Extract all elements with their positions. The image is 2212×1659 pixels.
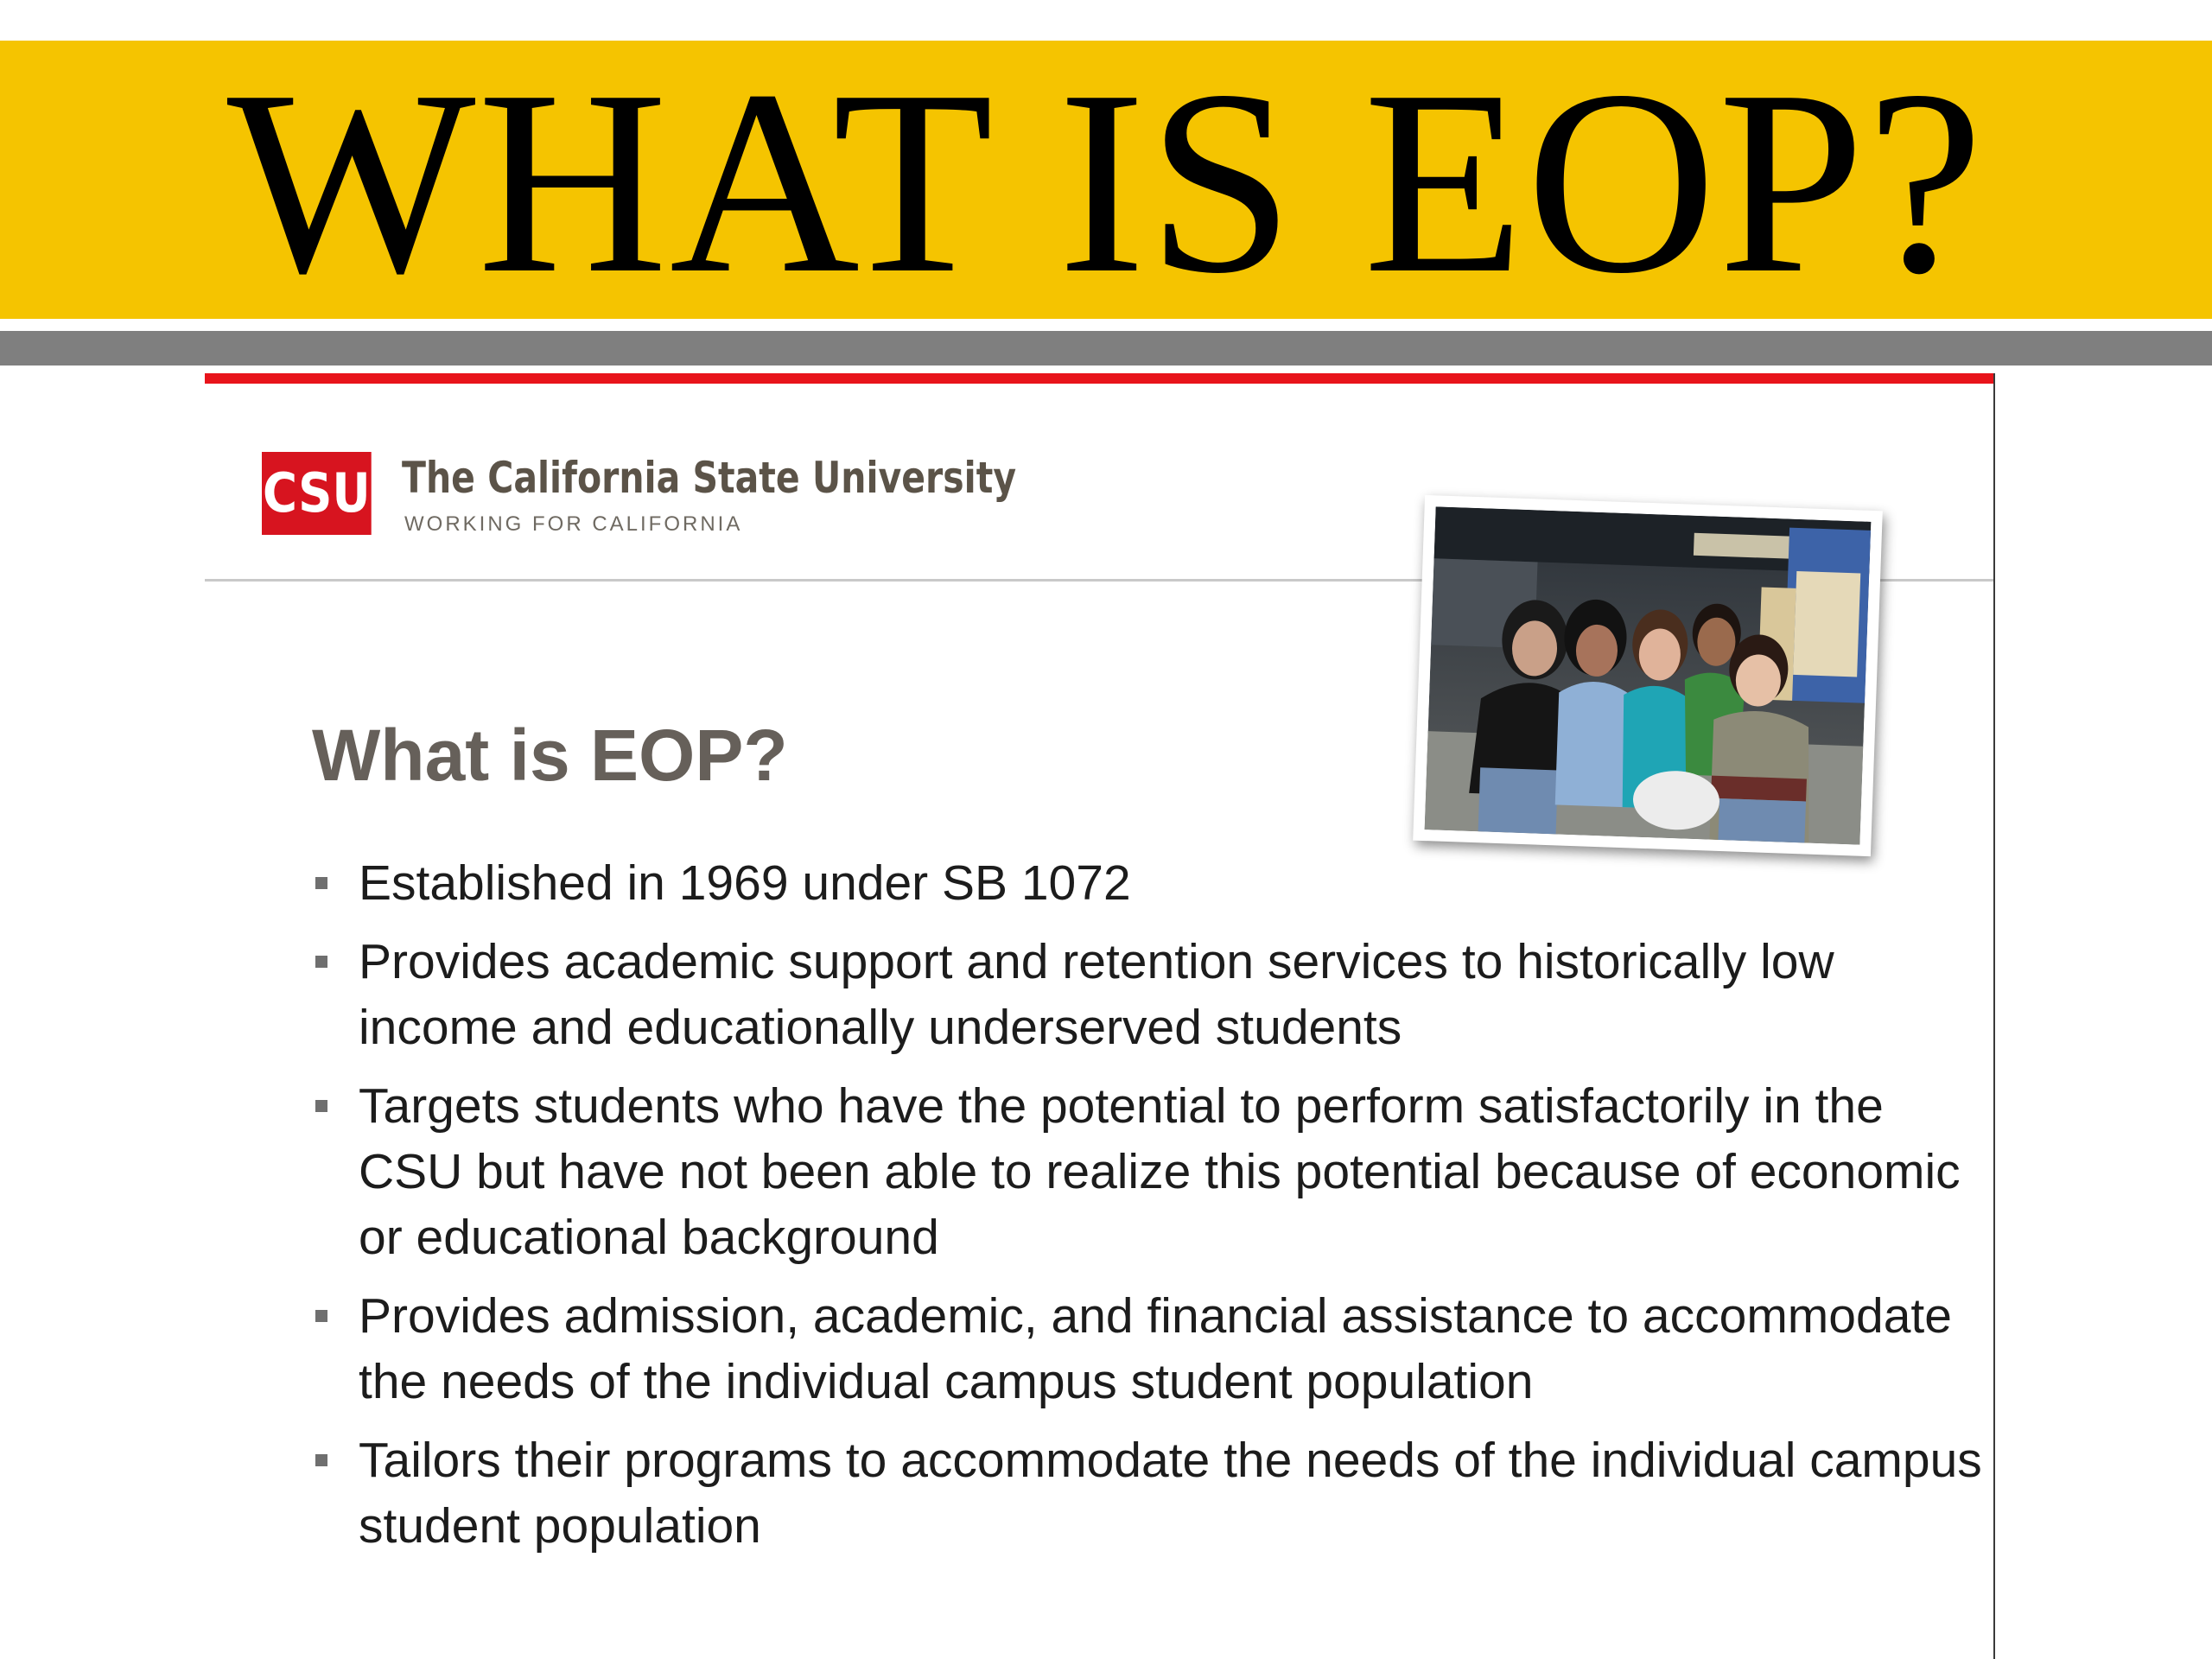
gray-divider-bar	[0, 331, 2212, 365]
bullet-text: Provides admission, academic, and financial assistance to accommodate the needs of the individual campus student population	[359, 1288, 1952, 1409]
bullet-square-icon	[315, 1100, 327, 1112]
bullet-item	[312, 1073, 1988, 1270]
slide-red-rule	[205, 373, 1993, 384]
logo-tagline: WORKING FOR CALIFORNIA	[404, 512, 743, 536]
embedded-slide	[205, 373, 1995, 1659]
bullet-item	[312, 1283, 1988, 1414]
bullet-text: Targets students who have the potential to perform satisfactorily in the CSU but have not been able to realize this potential because of economic or educational background	[359, 1078, 1961, 1265]
bullet-square-icon	[315, 1454, 327, 1466]
bullet-text: Tailors their programs to accommodate the needs of the individual campus student population	[359, 1433, 1982, 1554]
bullet-item	[312, 850, 1988, 916]
logo-university-name: The California State University	[402, 453, 1017, 503]
bullet-item	[312, 1427, 1988, 1559]
page-title: WHAT IS EOP?	[226, 35, 1986, 327]
bullet-square-icon	[315, 956, 327, 968]
slide-heading: What is EOP?	[312, 715, 788, 796]
csu-logo-mark: CSU	[262, 452, 372, 535]
bullet-item	[312, 929, 1988, 1060]
bullet-list	[312, 850, 1988, 1572]
student-photo-illustration	[1425, 506, 1872, 844]
bullet-text: Established in 1969 under SB 1072	[359, 855, 1131, 911]
student-group-photo	[1413, 495, 1883, 856]
bullet-square-icon	[315, 1310, 327, 1322]
bullet-square-icon	[315, 877, 327, 889]
bullet-text: Provides academic support and retention services to historically low income and educationally underserved students	[359, 934, 1834, 1055]
